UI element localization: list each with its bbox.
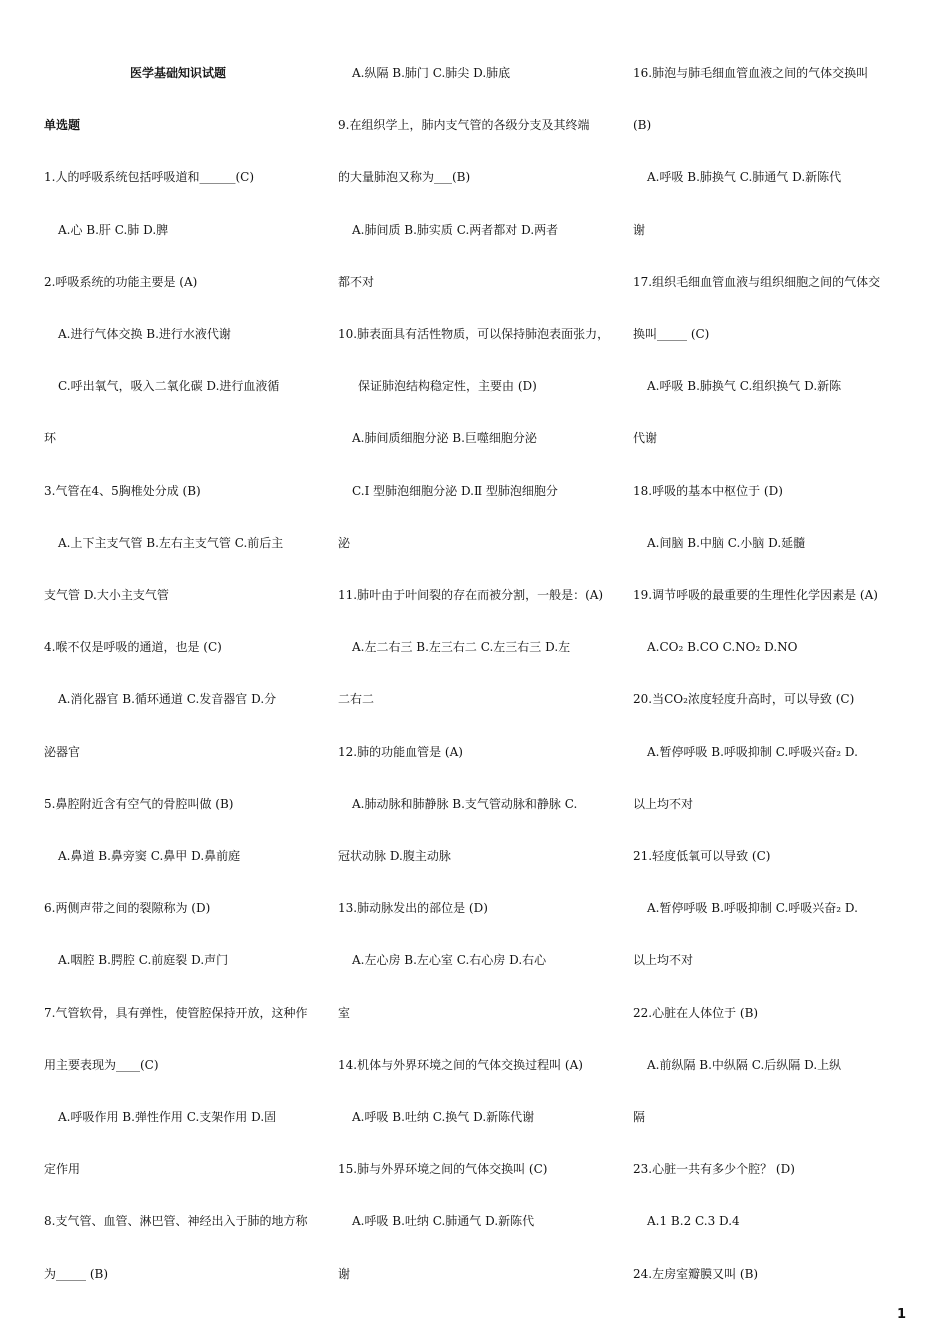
question-line: 15.肺与外界环境之间的气体交换叫 (C) — [338, 1162, 548, 1177]
question-line: 泌 — [338, 535, 351, 550]
question-line: 6.两侧声带之间的裂隙称为 (D) — [44, 901, 211, 916]
question-line: 以上均不对 — [633, 953, 694, 968]
question-line: 21.轻度低氧可以导致 (C) — [633, 849, 771, 863]
page-number: 1 — [897, 1307, 907, 1322]
question-line: 1.人的呼吸系统包括呼吸道和______(C) — [44, 170, 254, 185]
question-line: C.Ⅰ 型肺泡细胞分泌 D.Ⅱ 型肺泡细胞分 — [352, 483, 558, 498]
section-heading: 单选题 — [44, 118, 81, 133]
question-line: 17.组织毛细血管血液与组织细胞之间的气体交 — [633, 274, 881, 289]
question-line: 的大量肺泡又称为___(B) — [338, 170, 471, 185]
question-line: 泌器官 — [44, 744, 81, 759]
question-line: A.肺间质 B.肺实质 C.两者都对 D.两者 — [352, 222, 559, 237]
question-line: 环 — [44, 431, 57, 446]
question-line: A.1 B.2 C.3 D.4 — [647, 1214, 740, 1229]
question-line: 18.呼吸的基本中枢位于 (D) — [633, 483, 783, 498]
question-line: 2.呼吸系统的功能主要是 (A) — [44, 274, 198, 289]
question-line: 13.肺动脉发出的部位是 (D) — [338, 901, 488, 916]
question-line: 二右二 — [338, 692, 375, 707]
question-line: 谢 — [633, 222, 646, 237]
question-line: 保证肺泡结构稳定性，主要由 (D) — [358, 379, 537, 394]
question-line: 3.气管在4、5胸椎处分成 (B) — [44, 483, 201, 498]
question-line: 谢 — [338, 1266, 351, 1281]
question-line: A.呼吸 B.肺换气 C.组织换气 D.新陈 — [647, 379, 842, 394]
question-line: 9.在组织学上，肺内支气管的各级分支及其终端 — [338, 118, 590, 133]
question-line: 冠状动脉 D.腹主动脉 — [338, 849, 451, 863]
question-line: 定作用 — [44, 1162, 81, 1177]
question-line: A.呼吸作用 B.弹性作用 C.支架作用 D.固 — [58, 1110, 277, 1124]
question-line: 20.当CO₂浓度轻度升高时，可以导致 (C) — [633, 692, 855, 707]
question-line: 5.鼻腔附近含有空气的骨腔叫做 (B) — [44, 796, 234, 811]
question-line: A.呼吸 B.肺换气 C.肺通气 D.新陈代 — [647, 170, 842, 185]
question-line: 室 — [338, 1005, 351, 1020]
question-line: 12.肺的功能血管是 (A) — [338, 744, 463, 759]
question-line: 隔 — [633, 1110, 646, 1124]
question-line: 14.机体与外界环境之间的气体交换过程叫 (A) — [338, 1057, 583, 1072]
question-line: 支气管 D.大小主支气管 — [44, 588, 169, 602]
question-line: 以上均不对 — [633, 796, 694, 811]
question-line: 24.左房室瓣膜又叫 (B) — [633, 1266, 759, 1281]
question-line: A.间脑 B.中脑 C.小脑 D.延髓 — [647, 535, 806, 550]
question-line: 16.肺泡与肺毛细血管血液之间的气体交换叫 — [633, 66, 869, 80]
question-line: A.肺间质细胞分泌 B.巨噬细胞分泌 — [352, 431, 537, 446]
question-line: 都不对 — [338, 274, 375, 289]
question-line: 11.肺叶由于叶间裂的存在而被分割，一般是：(A) — [338, 588, 604, 602]
question-line: A.暂停呼吸 B.呼吸抑制 C.呼吸兴奋₂ D. — [647, 744, 858, 759]
question-line: A.心 B.肝 C.肺 D.脾 — [58, 222, 169, 237]
question-line: 换叫_____ (C) — [633, 327, 710, 341]
question-line: C.呼出氧气，吸入二氧化碳 D.进行血液循 — [58, 379, 280, 394]
question-line: 19.调节呼吸的最重要的生理性化学因素是 (A) — [633, 588, 878, 602]
question-line: A.CO₂ B.CO C.NO₂ D.NO — [647, 640, 798, 655]
question-line: 7.气管软骨，具有弹性，使管腔保持开放，这种作 — [44, 1005, 308, 1020]
question-line: 4.喉不仅是呼吸的通道，也是 (C) — [44, 640, 222, 655]
question-line: 代谢 — [633, 431, 658, 446]
question-line: 22.心脏在人体位于 (B) — [633, 1005, 759, 1020]
question-line: A.前纵隔 B.中纵隔 C.后纵隔 D.上纵 — [647, 1057, 842, 1072]
question-line: A.暂停呼吸 B.呼吸抑制 C.呼吸兴奋₂ D. — [647, 901, 858, 916]
question-line: A.消化器官 B.循环通道 C.发音器官 D.分 — [58, 692, 277, 707]
question-line: A.左心房 B.左心室 C.右心房 D.右心 — [352, 953, 547, 968]
question-line: A.肺动脉和肺静脉 B.支气管动脉和静脉 C. — [352, 796, 578, 811]
question-line: A.上下主支气管 B.左右主支气管 C.前后主 — [58, 535, 284, 550]
question-line: 为_____ (B) — [44, 1266, 108, 1281]
question-line: 8.支气管、血管、淋巴管、神经出入于肺的地方称 — [44, 1214, 308, 1229]
question-line: A.咽腔 B.腭腔 C.前庭裂 D.声门 — [58, 953, 229, 968]
question-line: (B) — [633, 118, 652, 133]
document-title: 医学基础知识试题 — [130, 66, 227, 80]
question-line: A.左二右三 B.左三右二 C.左三右三 D.左 — [352, 640, 571, 655]
question-line: A.呼吸 B.吐纳 C.肺通气 D.新陈代 — [352, 1214, 535, 1229]
question-line: 23.心脏一共有多少个腔？ (D) — [633, 1162, 795, 1177]
question-line: A.鼻道 B.鼻旁窦 C.鼻甲 D.鼻前庭 — [58, 849, 241, 863]
question-line: 用主要表现为____(C) — [44, 1057, 159, 1072]
question-line: A.纵隔 B.肺门 C.肺尖 D.肺底 — [352, 66, 511, 80]
question-line: A.呼吸 B.吐纳 C.换气 D.新陈代谢 — [352, 1110, 535, 1124]
question-line: 10.肺表面具有活性物质，可以保持肺泡表面张力， — [338, 327, 610, 341]
question-line: A.进行气体交换 B.进行水液代谢 — [58, 327, 231, 341]
